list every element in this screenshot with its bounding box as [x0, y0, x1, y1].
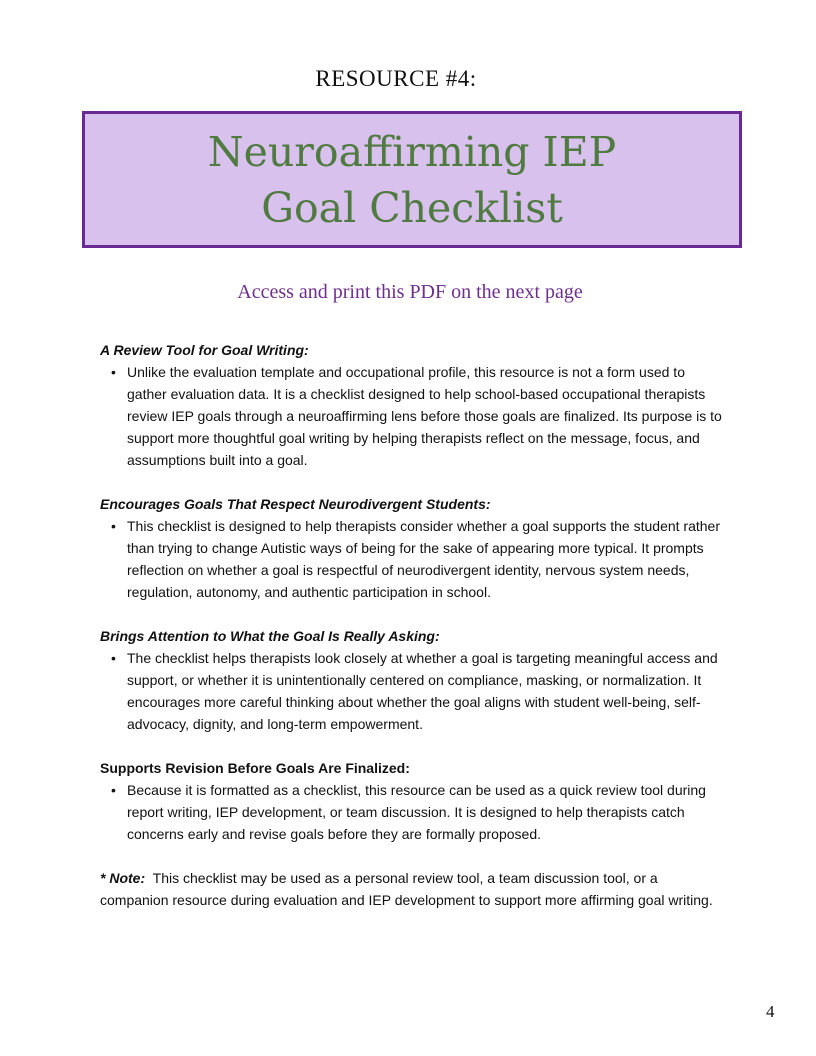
bullet-icon: •: [111, 364, 116, 380]
section-heading: Encourages Goals That Respect Neurodivergent Students:: [100, 496, 491, 512]
bullet-icon: •: [111, 650, 116, 666]
section-heading: Supports Revision Before Goals Are Finalized:: [100, 760, 410, 776]
bullet-item: [100, 647, 728, 735]
bullet-text: The checklist helps therapists look closely at whether a goal is targeting meaningful access and support, or whether it is unintentionally centered on compliance, masking, or normalization. It encourages more careful thinking about whether the goal aligns with student well-being, self-advocacy, dignity, and long-term empowerment.: [127, 650, 718, 732]
bullet-text: Because it is formatted as a checklist, this resource can be used as a quick review tool during report writing, IEP development, or team discussion. It is designed to help therapists catch concerns early and revise goals before they are formally proposed.: [127, 782, 706, 842]
bullet-text: Unlike the evaluation template and occupational profile, this resource is not a form used to gather evaluation data. It is a checklist designed to help school-based occupational therapists review IEP goals through a neuroaffirming lens before those goals are finalized. Its purpose is to support more thoughtful goal writing by helping therapists reflect on the message, focus, and assumptions built into a goal.: [127, 364, 722, 468]
resource-label: RESOURCE #4:: [315, 66, 477, 91]
section-goal-asking: [100, 625, 728, 735]
title-line-2: Goal Checklist: [261, 183, 563, 232]
bullet-item: [100, 361, 728, 471]
section-respect-students: [100, 493, 728, 603]
note-text: This checklist may be used as a personal review tool, a team discussion tool, or a companion resource during evaluation and IEP development to support more affirming goal writing.: [100, 870, 713, 908]
bullet-item: [100, 779, 728, 845]
title-box: [82, 111, 742, 248]
bullet-item: [100, 515, 728, 603]
section-supports-revision: [100, 757, 728, 845]
title-line-1: Neuroaffirming IEP: [207, 127, 617, 176]
note-label: * Note:: [100, 870, 146, 886]
body-content: [100, 339, 728, 911]
section-heading: Brings Attention to What the Goal Is Really Asking:: [100, 628, 440, 644]
bullet-text: This checklist is designed to help therapists consider whether a goal supports the student rather than trying to change Autistic ways of being for the sake of appearing more typical. It prompts reflection on whether a goal is respectful of neurodivergent identity, nervous system needs, regulation, autonomy, and authentic participation in school.: [127, 518, 720, 600]
page-number: 4: [766, 1002, 775, 1021]
bullet-icon: •: [111, 782, 116, 798]
subtitle: Access and print this PDF on the next page: [237, 281, 583, 303]
section-review-tool: [100, 339, 728, 471]
note-paragraph: [100, 867, 728, 911]
bullet-icon: •: [111, 518, 116, 534]
section-heading: A Review Tool for Goal Writing:: [100, 342, 309, 358]
